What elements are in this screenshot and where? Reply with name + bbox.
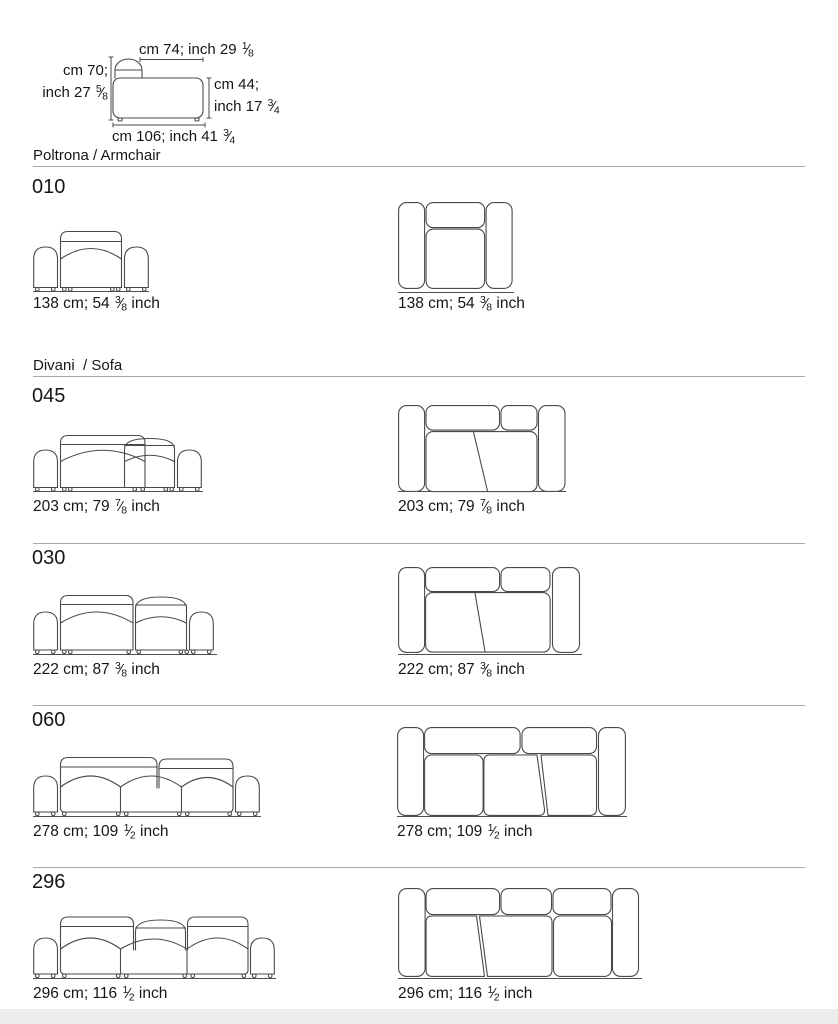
- fraction: 1⁄2: [487, 822, 500, 842]
- fraction: 3⁄8: [115, 660, 128, 680]
- model-code-060: 060: [32, 709, 66, 731]
- section-title-armchair: Poltrona / Armchair: [33, 147, 161, 164]
- fraction: 1⁄2: [487, 984, 500, 1004]
- measurement-label: 138 cm; 54 3⁄8 inch: [33, 294, 160, 314]
- dimension-label-right: cm 44; inch 17 3⁄4: [214, 74, 280, 119]
- model-code-030: 030: [32, 547, 66, 569]
- measurement-label: 278 cm; 109 1⁄2 inch: [397, 822, 533, 842]
- model-010-top-view-drawing: [398, 202, 513, 289]
- fraction: 1⁄2: [122, 984, 135, 1004]
- model-060-top-view-drawing: [397, 727, 626, 816]
- model-030-front-view-drawing: [33, 590, 217, 656]
- fraction: 3⁄4: [267, 97, 280, 117]
- fraction: 3⁄8: [480, 660, 493, 680]
- dimension-label-bottom: cm 106; inch 41 3⁄4: [112, 126, 235, 149]
- fraction: 1⁄8: [241, 40, 254, 60]
- measurement-label: 222 cm; 87 3⁄8 inch: [33, 660, 160, 680]
- width-dimension-line: [398, 292, 514, 293]
- width-dimension-line: [33, 816, 261, 817]
- fraction: 5⁄8: [95, 83, 108, 103]
- model-296-top-view-drawing: [398, 888, 642, 977]
- fraction: 7⁄8: [115, 497, 128, 517]
- model-010-front-view-drawing: [33, 228, 149, 292]
- model-045-front-view-drawing: [33, 430, 203, 494]
- model-code-296: 296: [32, 871, 66, 893]
- fraction: 1⁄2: [123, 822, 136, 842]
- bottom-page-edge-band: [0, 1009, 838, 1024]
- width-dimension-line: [398, 978, 642, 979]
- model-030-top-view-drawing: [398, 567, 581, 653]
- width-dimension-line: [398, 491, 566, 492]
- width-dimension-line: [397, 816, 627, 817]
- dimension-label-top: cm 74; inch 29 1⁄8: [139, 39, 254, 62]
- model-296-front-view-drawing: [33, 912, 275, 978]
- model-060-front-view-drawing: [33, 752, 260, 816]
- measurement-label: 203 cm; 79 7⁄8 inch: [398, 497, 525, 517]
- model-code-045: 045: [32, 385, 66, 407]
- dimension-label-left: cm 70; inch 27 5⁄8: [20, 60, 108, 105]
- width-dimension-line: [33, 291, 149, 292]
- measurement-label: 138 cm; 54 3⁄8 inch: [398, 294, 525, 314]
- width-dimension-line: [33, 491, 203, 492]
- width-dimension-line: [33, 654, 217, 655]
- section-rule: [33, 543, 805, 544]
- measurement-label: 278 cm; 109 1⁄2 inch: [33, 822, 169, 842]
- model-045-top-view-drawing: [398, 405, 566, 492]
- measurement-label: 296 cm; 116 1⁄2 inch: [398, 984, 533, 1004]
- measurement-label: 296 cm; 116 1⁄2 inch: [33, 984, 168, 1004]
- width-dimension-line: [398, 654, 582, 655]
- fraction: 7⁄8: [480, 497, 493, 517]
- section-rule: [33, 376, 805, 377]
- measurement-label: 222 cm; 87 3⁄8 inch: [398, 660, 525, 680]
- fraction: 3⁄8: [115, 294, 128, 314]
- fraction: 3⁄4: [223, 127, 236, 147]
- section-title-sofa: Divani / Sofa: [33, 357, 123, 374]
- section-rule: [33, 867, 805, 868]
- section-rule: [33, 705, 805, 706]
- measurement-label: 203 cm; 79 7⁄8 inch: [33, 497, 160, 517]
- width-dimension-line: [33, 978, 276, 979]
- fraction: 3⁄8: [480, 294, 493, 314]
- section-rule: [33, 166, 805, 167]
- model-code-010: 010: [32, 176, 66, 198]
